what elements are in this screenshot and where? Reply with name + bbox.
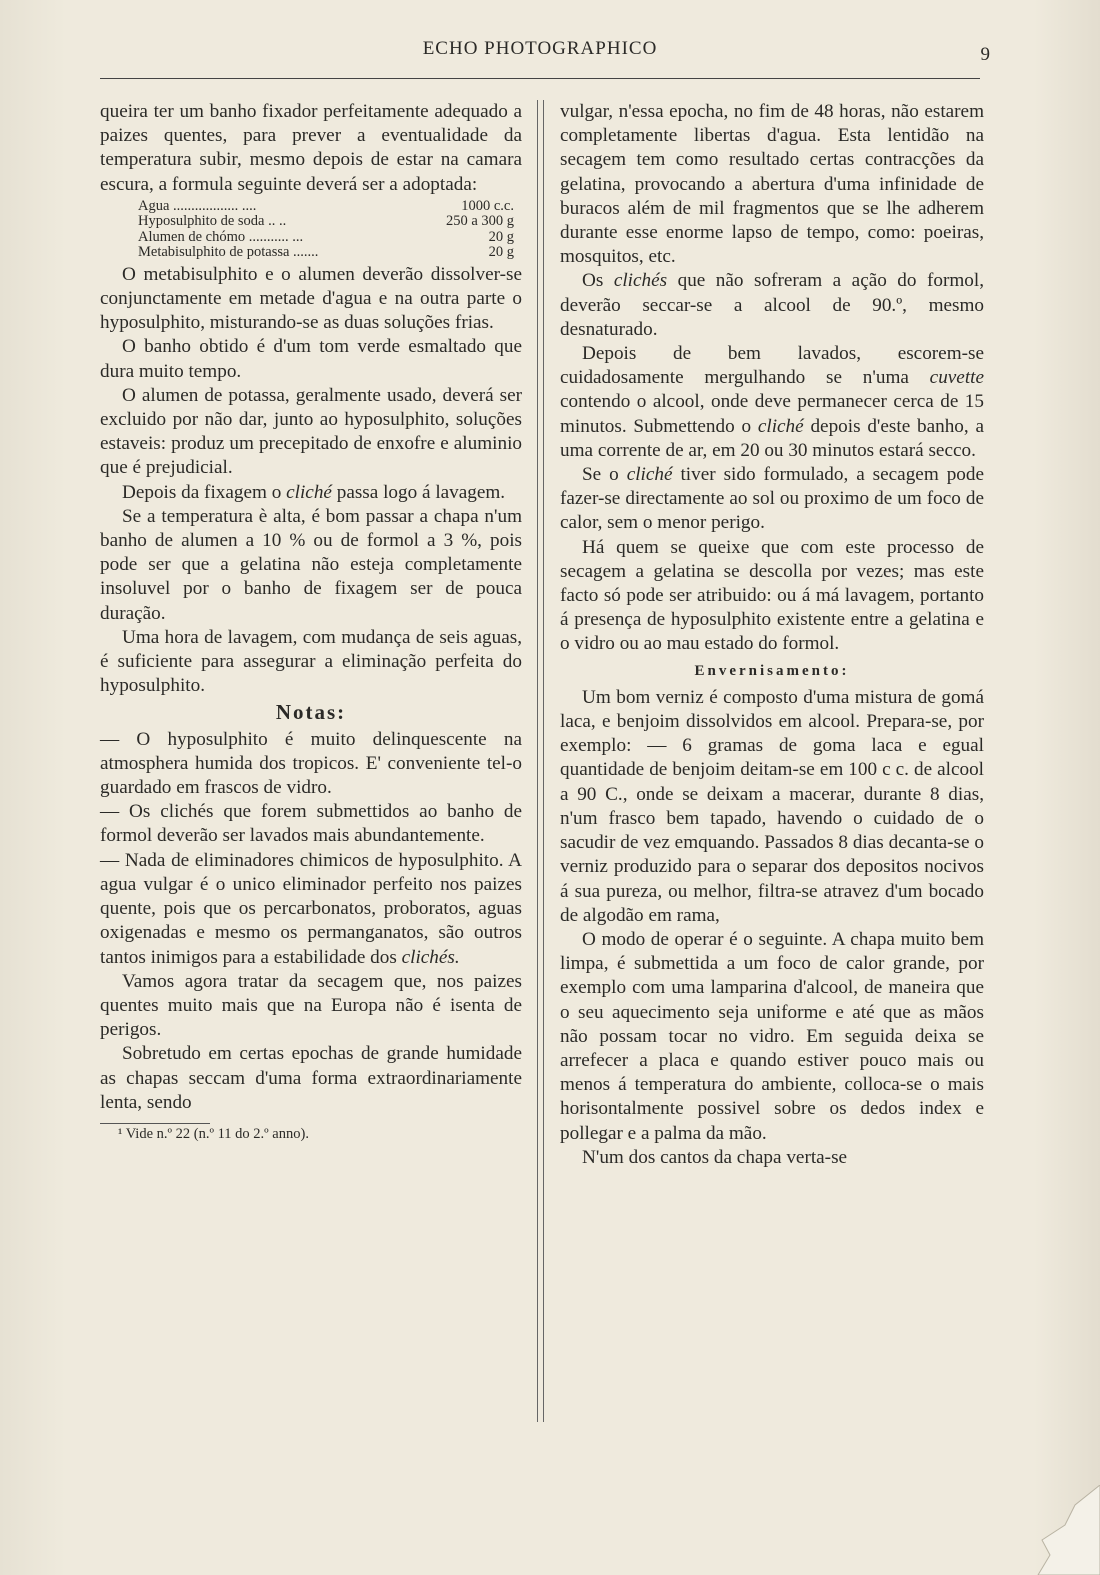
- text-run: Depois da fixagem o: [122, 481, 287, 503]
- italic-term: cliché: [757, 415, 804, 437]
- text-run: depois d'este banho, a uma corrente de ar, em 20 ou 30 minutos estará secco.: [560, 415, 985, 461]
- paragraph: [560, 342, 984, 463]
- paragraph: [560, 463, 984, 536]
- page-number: 9: [980, 44, 990, 65]
- italic-term: cliché: [286, 481, 332, 503]
- right-column: [560, 100, 984, 1170]
- italic-term: clichés: [613, 270, 668, 292]
- paragraph: Vamos agora tratar da secagem que, nos paizes quentes muito mais que na Europa não é isenta de perigos.: [100, 970, 522, 1041]
- text-run: — Nada de eliminadores chimicos de hyposulphito. A agua vulgar é o unico eliminador perfeito nos paizes quente, pois que os percarbonatos, proboratos, aguas oxigenadas e mesmo os permanganatos, são outros tantos inimigos para a estabilidade dos: [100, 849, 522, 968]
- formula-row: [138, 245, 522, 261]
- quantity: 20 g: [488, 244, 514, 261]
- left-column: [100, 100, 522, 1143]
- quantity: 250 a 300 g: [445, 213, 514, 230]
- paragraph: Um bom verniz é composto d'uma mistura de gomá laca, e benjoim dissolvidos em alcool. Prepara-se, por exemplo: — 6 gramas de goma laca e egual quantidade de benjoim deitam-se em 100 c c. de alcool a 90 C., onde se deixam a macerar, durante 8 dias, n'um frasco bem tapado, havendo o cuidado de o sacudir de vez emquando. Passados 8 dias decanta-se o verniz produzido para o separar dos depositos nocivos á sua pureza, ou melhor, filtra-se atravez d'um bocado de algodão em rama,: [560, 686, 984, 926]
- text-run: Os: [582, 270, 614, 292]
- section-heading: Envernisamento:: [694, 662, 850, 679]
- ingredient: Hyposulphito de soda .. ..: [138, 213, 287, 230]
- paragraph: Se a temperatura è alta, é bom passar a chapa n'um banho de alumen a 10 % ou de formol a 3 %, pois pode ser que a gelatina não esteja completamente insoluvel por o banho de fixagem ser de pouca duração.: [100, 505, 522, 624]
- note: [100, 849, 522, 970]
- paragraph: queira ter um banho fixador perfeitamente adequado a paizes quentes, para prever a eventualidade da temperatura subir, mesmo depois de estar na camara escura, a formula seguinte deverá ser a adoptada:: [100, 101, 522, 195]
- page-corner-tear: [1030, 1485, 1100, 1575]
- ingredient: Alumen de chómo ........... ...: [138, 228, 304, 245]
- formula-row: [138, 199, 522, 215]
- note: — O hyposulphito é muito delinquescente na atmosphera humida dos tropicos. E' conveniente tel-o guardado em frascos de vidro.: [100, 728, 522, 799]
- paragraph: O metabisulphito e o alumen deverão dissolver-se conjunctamente em metade d'agua e na outra parte o hyposulphito, misturando-se as duas soluções frias.: [100, 263, 522, 334]
- formula-row: [138, 214, 522, 230]
- text-run: passa logo á lavagem.: [331, 481, 506, 503]
- text-run: tiver sido formulado, a secagem pode fazer-se directamente ao sol ou proximo de um foco de calor, sem o menor perigo.: [560, 464, 984, 534]
- italic-term: cliché: [626, 464, 673, 486]
- header-rule: [100, 78, 980, 79]
- notes-heading: Notas:: [275, 700, 347, 725]
- paragraph: O modo de operar é o seguinte. A chapa muito bem limpa, é submettida a um foco de calor grande, por exemplo com uma lamparina d'alcool, de maneira que o seu aquecimento seja uniforme e até que as mãos não possam tocar no vidro. Em seguida deixa se arrefecer a placa e quando estiver pouco mais ou menos á temperatura do ambiente, colloca-se o mais horisontalmente possivel sobre os dedos index e pollegar e a palma da mão.: [560, 928, 984, 1144]
- note: — Os clichés que forem submettidos ao banho de formol deverão ser lavados mais abundantemente.: [100, 801, 522, 847]
- text-run: contendo o alcool, onde deve permanecer cerca de 15 minutos. Submettendo o: [560, 391, 984, 437]
- text-run: que não sofreram a ação do formol, deverão seccar-se a alcool de 90.º, mesmo desnaturado.: [560, 270, 985, 340]
- paragraph: vulgar, n'essa epocha, no fim de 48 horas, não estarem completamente libertas d'agua. Esta lentidão na secagem tem como resultado certas contracções da gelatina, provocando a abertura d'uma infinidade de buracos além de mil fragmentos que se lhe adherem durante esse enorme lapso de tempo, como: poeiras, mosquitos, etc.: [560, 101, 984, 268]
- paragraph: Há quem se queixe que com este processo de secagem a gelatina se descolla por vezes; mas este facto só pode ser atribuido: ou á má lavagem, portanto á presença de hyposulphito existente entre a gelatina e o vidro ou ao mau estado do formol.: [560, 536, 984, 655]
- paragraph: O banho obtido é d'um tom verde esmaltado que dura muito tempo.: [100, 336, 522, 382]
- quantity: 20 g: [488, 228, 514, 245]
- footnote: ¹ Vide n.º 22 (n.º 11 do 2.º anno).: [118, 1125, 309, 1142]
- column-separator: [537, 100, 544, 1422]
- formula-table: [138, 199, 522, 261]
- paragraph: Uma hora de lavagem, com mudança de seis aguas, é suficiente para assegurar a eliminação perfeita do hyposulphito.: [100, 626, 522, 697]
- text-run: Depois de bem lavados, escorem-se cuidadosamente mergulhando se n'uma: [560, 343, 984, 389]
- paragraph: Sobretudo em certas epochas de grande humidade as chapas seccam d'uma forma extraordinariamente lenta, sendo: [100, 1043, 522, 1113]
- ingredient: Metabisulphito de potassa .......: [138, 244, 319, 261]
- paragraph: O alumen de potassa, geralmente usado, deverá ser excluido por não dar, junto ao hyposulphito, soluções estaveis: produz um precepitado de enxofre e aluminio que é prejudicial.: [100, 384, 522, 479]
- italic-term: clichés.: [401, 946, 460, 968]
- formula-row: [138, 230, 522, 246]
- ingredient: Agua .................. ....: [138, 197, 257, 214]
- paragraph: N'um dos cantos da chapa verta-se: [582, 1146, 848, 1168]
- quantity: 1000 c.c.: [461, 197, 514, 214]
- footnote-rule: [100, 1123, 210, 1124]
- paragraph: [560, 269, 984, 342]
- running-title: ECHO PHOTOGRAPHICO: [422, 38, 658, 59]
- italic-term: cuvette: [929, 367, 984, 389]
- text-run: Se o: [582, 464, 627, 486]
- paragraph: [100, 481, 522, 505]
- page-header: [100, 38, 990, 82]
